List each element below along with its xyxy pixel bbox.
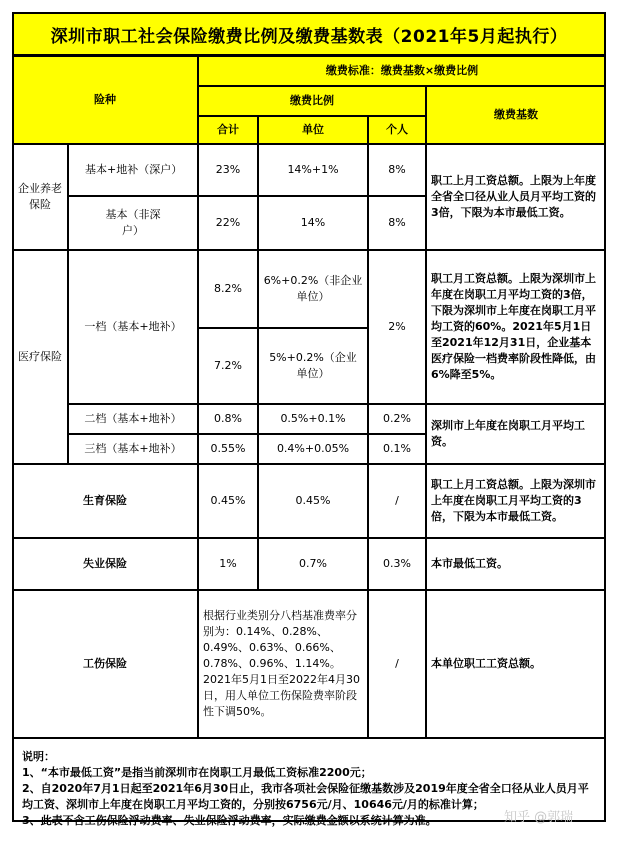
injury-rate: 根据行业类别分八档基准费率分别为：0.14%、0.28%、0.49%、0.63%、0.66%、0.78%、0.96%、1.14%。2021年5月1日至2022年4月30日，用人单位工伤保险费率阶段性下调50%。 bbox=[198, 590, 368, 738]
pension-individual-2: 8% bbox=[368, 196, 426, 250]
medical-tier3-individual: 0.1% bbox=[368, 434, 426, 464]
medical-tier3-total: 0.55% bbox=[198, 434, 258, 464]
header-individual: 个人 bbox=[368, 116, 426, 144]
pension-total-1: 23% bbox=[198, 144, 258, 196]
watermark: 知乎 @郭瑞 bbox=[504, 810, 574, 825]
medical-tier1-employer-2: 5%+0.2%（企业单位） bbox=[258, 328, 368, 404]
pension-sub-2: 基本（非深户） bbox=[68, 196, 198, 250]
maternity-base: 职工上月工资总额。上限为深圳市上年度在岗职工月平均工资的3倍，下限为本市最低工资。 bbox=[426, 464, 606, 538]
medical-tier2-total: 0.8% bbox=[198, 404, 258, 434]
pension-total-2: 22% bbox=[198, 196, 258, 250]
pension-employer-1: 14%+1% bbox=[258, 144, 368, 196]
header-rate: 缴费比例 bbox=[198, 86, 426, 116]
unemployment-individual: 0.3% bbox=[368, 538, 426, 590]
table-title: 深圳市职工社会保险缴费比例及缴费基数表（2021年5月起执行） bbox=[12, 12, 606, 56]
medical-tier1-total-1: 8.2% bbox=[198, 250, 258, 328]
pension-name: 企业养老保险 bbox=[12, 144, 68, 250]
header-insurance-type: 险种 bbox=[12, 56, 198, 144]
unemployment-base: 本市最低工资。 bbox=[426, 538, 606, 590]
injury-individual: / bbox=[368, 590, 426, 738]
medical-tier23-base: 深圳市上年度在岗职工月平均工资。 bbox=[426, 404, 606, 464]
unemployment-name: 失业保险 bbox=[12, 538, 198, 590]
medical-tier3-employer: 0.4%+0.05% bbox=[258, 434, 368, 464]
pension-base: 职工上月工资总额。上限为上年度全省全口径从业人员月平均工资的3倍，下限为本市最低工资。 bbox=[426, 144, 606, 250]
injury-name: 工伤保险 bbox=[12, 590, 198, 738]
medical-tier3: 三档（基本+地补） bbox=[68, 434, 198, 464]
medical-tier1-employer-1: 6%+0.2%（非企业单位） bbox=[258, 250, 368, 328]
unemployment-total: 1% bbox=[198, 538, 258, 590]
medical-tier2-individual: 0.2% bbox=[368, 404, 426, 434]
pension-individual-1: 8% bbox=[368, 144, 426, 196]
medical-tier2: 二档（基本+地补） bbox=[68, 404, 198, 434]
pension-employer-2: 14% bbox=[258, 196, 368, 250]
maternity-total: 0.45% bbox=[198, 464, 258, 538]
maternity-name: 生育保险 bbox=[12, 464, 198, 538]
maternity-employer: 0.45% bbox=[258, 464, 368, 538]
header-total: 合计 bbox=[198, 116, 258, 144]
injury-base: 本单位职工工资总额。 bbox=[426, 590, 606, 738]
header-standard: 缴费标准：缴费基数×缴费比例 bbox=[198, 56, 606, 86]
header-employer: 单位 bbox=[258, 116, 368, 144]
notes-item-1: 1、“本市最低工资”是指当前深圳市在岗职工月最低工资标准2200元； bbox=[22, 766, 372, 779]
medical-tier1: 一档（基本+地补） bbox=[68, 250, 198, 404]
notes-item-3: 3、此表不含工伤保险浮动费率、失业保险浮动费率，实际缴费金额以系统计算为准。 bbox=[22, 814, 437, 827]
header-base: 缴费基数 bbox=[426, 86, 606, 144]
medical-tier1-base: 职工月工资总额。上限为深圳市上年度在岗职工月平均工资的3倍，下限为深圳市上年度在岗职工月平均工资的60%。2021年5月1日至2021年12月31日，企业基本医疗保险一档费率阶段性降低，由6%降至5%。 bbox=[426, 250, 606, 404]
medical-name: 医疗保险 bbox=[12, 250, 68, 464]
pension-sub-1: 基本+地补（深户） bbox=[68, 144, 198, 196]
maternity-individual: / bbox=[368, 464, 426, 538]
notes-heading: 说明： bbox=[22, 750, 55, 763]
medical-tier2-employer: 0.5%+0.1% bbox=[258, 404, 368, 434]
insurance-rate-table bbox=[12, 12, 606, 827]
medical-tier1-individual: 2% bbox=[368, 250, 426, 404]
notes-item-2: 2、自2020年7月1日起至2021年6月30日止，我市各项社会保险征缴基数涉及2019年度全省全口径从业人员月平均工资、深圳市上年度在岗职工月平均工资的，分别按6756元/月、10646元/月的标准计算； bbox=[22, 782, 589, 811]
medical-tier1-total-2: 7.2% bbox=[198, 328, 258, 404]
unemployment-employer: 0.7% bbox=[258, 538, 368, 590]
